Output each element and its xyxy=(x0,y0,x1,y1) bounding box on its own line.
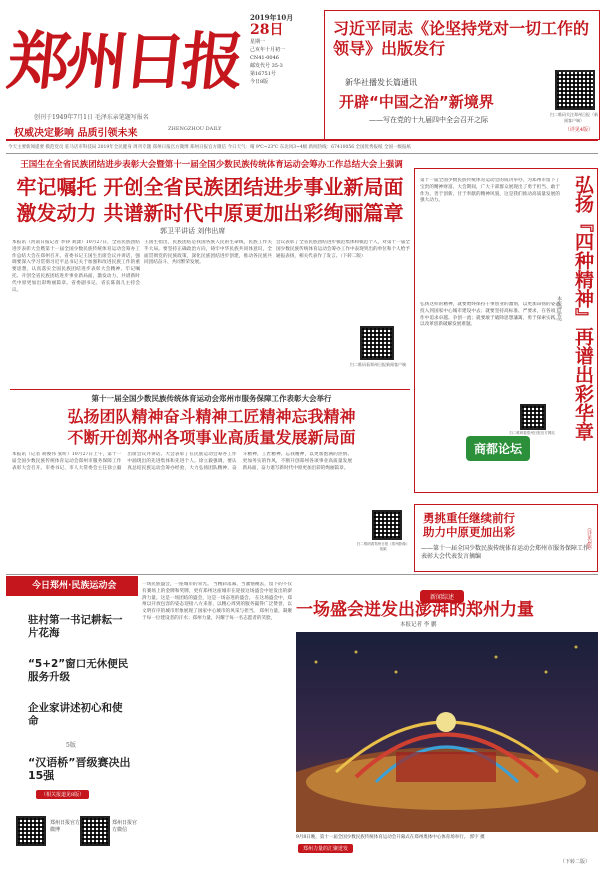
masthead-tagline: 创刊于1949年7月1日 毛泽东亲笔题写报名 xyxy=(34,114,149,121)
pub-weekday: 星期一 xyxy=(250,39,266,45)
lead-headline[interactable] xyxy=(10,174,410,226)
pub-pages: 今日8版 xyxy=(250,79,269,85)
speech-excerpt-page-ref[interactable]: （详见3版） xyxy=(586,525,592,554)
weibo-qr-label: 郑州日报官方微博 xyxy=(50,820,81,833)
feature-ribbon: 新闻综述 xyxy=(420,590,464,603)
pub-code: 邮发代号 35-3 xyxy=(250,63,283,69)
lead-headline-line1[interactable]: 牢记嘱托 开创全省民族团结进步事业新局面 xyxy=(16,175,404,199)
mid-headline-line1[interactable]: 弘扬团队精神奋斗精神工匠精神忘我精神 xyxy=(67,407,356,426)
today-zhengzhou-header: 今日郑州·民族运动会 xyxy=(6,576,138,596)
lead-qr-caption: 扫二维码看郑州日报新闻客户端 xyxy=(350,362,406,367)
commentary-qr-caption: 扫二维码看郑州日报官方网站 xyxy=(509,431,555,435)
ceremony-photo-image xyxy=(296,632,598,832)
mid-pre-headline: 第十一届全国少数民族传统体育运动会郑州市服务保障工作表彰大会举行 xyxy=(91,394,332,403)
top-headline-sub2: ——写在党的十九届四中全会召开之际 xyxy=(369,116,488,124)
photo-caption: 9月8日晚，第十一届全国少数民族传统体育运动会开幕式在郑州奥体中心体育场举行。 郭宇 摄 xyxy=(296,835,485,840)
speech-excerpt-title-line1[interactable]: 勇挑重任继续前行 xyxy=(423,511,515,525)
pub-lunar: 己亥年十月初一 xyxy=(250,47,286,53)
lead-byline: 郭卫平讲话 刘伟出席 xyxy=(160,227,226,235)
top-headline-title2[interactable]: 开辟“中国之治”新境界 xyxy=(339,93,494,111)
lower-rule xyxy=(6,574,598,575)
lead-body-col1: 本报讯（河南日报记者 李铮 刘潇）10月27日，全省民族团结进步表彰大会暨第十一届全国少数民族传统体育运动会筹办工作总结大会在郑州召开。省委书记王国生出席会议并讲话，强调要深入学习贯彻习近平总书记关于加强和改进民族工作的重要思想，认真落实全国民族团结进步表彰大会精神，牢记嘱托、开创全省民族团结进步事业新局面，激发动力、共谱新时代中原更加出彩绚丽篇章。省委副书记、省长陈润儿主持会议。 xyxy=(12,240,140,293)
masthead-rule xyxy=(6,139,598,141)
lead-headline-line2[interactable]: 激发动力 共谱新时代中原更加出彩绚丽篇章 xyxy=(16,201,404,225)
qr-code-icon[interactable] xyxy=(360,326,394,360)
left-page-ref[interactable]: 5版 xyxy=(66,742,76,749)
speech-excerpt-title-line2[interactable]: 助力中原更加出彩 xyxy=(423,525,515,539)
commentary-body2: 弘扬这样的精神，就要始终保持干事创业的激情，以更加昂扬的姿态投入到国家中心城市建设中去；就要坚持高标准、严要求，在各项工作中追求卓越、争创一流；就要敢于破除思想藩篱，勇于探索实践，以改革创新破解发展难题。 xyxy=(420,302,560,328)
opening-ceremony-photo xyxy=(296,632,598,832)
wechat-qr-label: 郑州日报官方微信 xyxy=(112,820,138,833)
pub-issue: 第16751号 xyxy=(250,71,276,77)
speech-excerpt-sub: ——第十一届全国少数民族传统体育运动会郑州市服务保障工作表彰大会代表发言摘编 xyxy=(421,545,590,560)
pub-cn: CN41-0046 xyxy=(250,55,279,61)
feature-author: 本报记者 李 鹏 xyxy=(400,622,437,628)
qr-code-icon[interactable] xyxy=(16,816,46,846)
left-item-village[interactable]: 驻村第一书记耕耘一片花海 xyxy=(28,614,123,639)
commentary-body1: 第十一届全国少数民族传统体育运动会的成功举办，为郑州市留下了宝贵的精神财富。大会期间，广大干部群众展现出了勇于担当、敢于作为、善于创新、甘于奉献的精神风貌，这是我们推动高质量发展的强大动力。 xyxy=(420,178,560,204)
feature-headline[interactable]: 一场盛会迸发出澎湃的郑州力量 xyxy=(296,600,534,620)
pub-year: 2019年10月 xyxy=(250,13,294,22)
masthead-english: ZHENGZHOU DAILY xyxy=(168,126,222,132)
lead-body-col3: 会议表彰了全省民族团结进步模范集体和模范个人，对第十一届全国少数民族传统体育运动会筹办工作中表现突出的单位和个人给予通报表扬，相关代表作了发言。（下转二版） xyxy=(276,240,410,259)
publication-info xyxy=(250,14,320,122)
top-headline-sub1: 新华社播发长篇通讯 xyxy=(345,78,417,87)
mid-headline-line2[interactable]: 不断开创郑州各项事业高质量发展新局面 xyxy=(67,428,356,447)
mid-body: 本报讯（记者 胡俊伟 张昕）10月27日上午，第十一届全国少数民族传统体育运动会郑州市服务保障工作表彰大会召开。市委书记、市人大常委会主任徐立毅出席会议并讲话。大会表彰了在民族运动会筹办工作中涌现出的先进集体和先进个人。徐立毅强调，要认真总结民族运动会筹办经验，大力弘扬团队精神、奋斗精神、工匠精神、忘我精神，以更加饱满的热情、更加务实的作风，不断开创郑州各项事业高质量发展新局面，奋力谱写新时代中原更加出彩的绚丽篇章。 xyxy=(12,452,352,471)
feature-more[interactable]: （下转二版） xyxy=(560,859,591,865)
forum-badge: 商都论坛 xyxy=(466,436,530,461)
feature-tag: 郑州力量的汇聚迸发 xyxy=(298,844,353,853)
today-zhengzhou-column xyxy=(6,576,138,866)
qr-code-icon[interactable] xyxy=(372,510,402,540)
lead-body-col2: 王国生指出，民族团结是我国各族人民的生命线，民族工作关乎大局。要坚持正确政治方向，铸牢中华民族共同体意识，全面贯彻党的民族政策，深化民族团结进步创建，推动各民族共同团结奋斗、共同繁荣发展。 xyxy=(144,240,272,266)
mid-rule xyxy=(10,389,410,390)
speech-excerpt-title[interactable] xyxy=(423,511,515,539)
mid-headline[interactable] xyxy=(14,406,409,448)
top-headline-title[interactable]: 习近平同志《论坚持党对一切工作的领导》出版发行 xyxy=(333,19,590,58)
top-headline-page-ref[interactable]: （详见4版） xyxy=(564,127,593,133)
left-item-hanqiao[interactable]: “汉语桥”晋级赛决出15强 xyxy=(28,756,131,782)
pub-day: 28日 xyxy=(250,22,284,38)
commentary-author: 本报评论员 xyxy=(556,296,562,321)
lead-pre-headline: 王国生在全省民族团结进步表彰大会暨第十一届全国少数民族传统体育运动会筹办工作总结大会上强调 xyxy=(20,160,403,170)
left-item-entrepreneur[interactable]: 企业家讲述初心和使命 xyxy=(28,702,123,727)
feature-body: 一场民族盛会，一座城市的荣光。 当精彩落幕，当激情褪去，留下的不仅有赛场上的金牌和奖牌，更有郑州这座城市在迎接这场盛会中迸发出的澎湃力量。这是一场团结的盛会，这是一场奋进的盛会。 在这场盛会中，郑州以开放包容的姿态迎接八方来客，以精心周到的服务赢得广泛赞誉，以文明有序的城市形象展现了国家中心城市的风采与担当。 郑州力量，凝聚于每一位建设者的汗水；郑州力量，闪耀于每一名志愿者的笑脸。 xyxy=(142,582,292,621)
qr-caption: 扫二维码关注郑州日报（新闻客户端） xyxy=(550,112,598,123)
commentary-title[interactable]: 弘扬『四种精神』再谱出彩华章 xyxy=(572,175,594,441)
masthead-logo: 郑州日报 xyxy=(4,25,244,98)
info-rule xyxy=(6,153,598,154)
speech-excerpt-box[interactable] xyxy=(414,504,598,572)
left-item-window[interactable]: “5+2”窗口无休便民服务升级 xyxy=(28,658,129,683)
info-bar: 今天主要新闻提要 模范党员 驻马店市科技局 2019年全民健身 周刊专题 郑州日报官方微博 郑州日报官方微信 今日天气：晴 9℃~23℃ 东北风3~4级 新闻热线：67410056 全国优秀报纸 全国一级报纸 xyxy=(8,145,411,150)
masthead-slogans: 权威决定影响 品质引领未来 xyxy=(14,128,138,139)
qr-code-icon[interactable] xyxy=(555,70,595,110)
mid-qr-caption: 扫二维码看郑州日报《郑州影像》视频 xyxy=(356,542,410,551)
qr-code-icon[interactable] xyxy=(520,404,546,430)
qr-code-icon[interactable] xyxy=(80,816,110,846)
hanqiao-page-ref[interactable]: （相关报道见8版） xyxy=(36,790,89,799)
